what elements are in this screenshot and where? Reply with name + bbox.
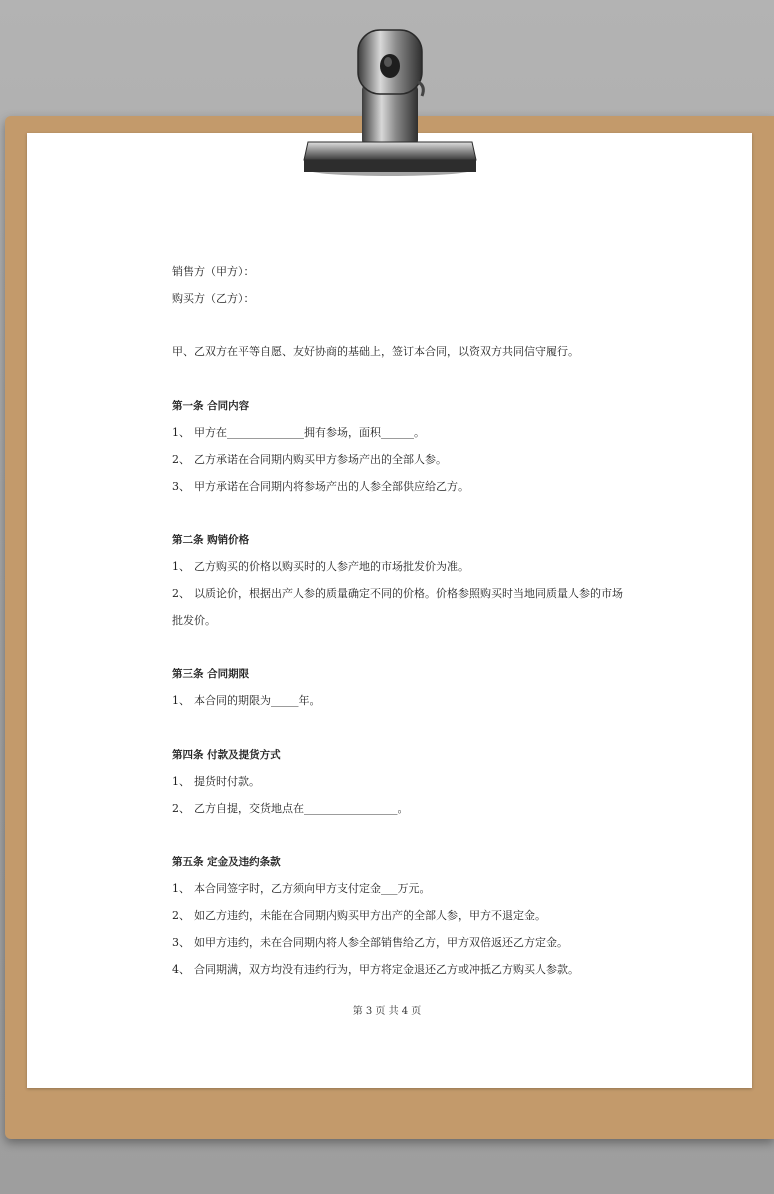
list-item	[172, 802, 409, 816]
item-number: 4、	[172, 963, 190, 976]
item-text: 如甲方违约，未在合同期内将人参全部销售给乙方，甲方双倍返还乙方定金。	[194, 936, 568, 949]
section-heading: 第一条 合同内容	[172, 400, 250, 412]
list-item	[172, 775, 260, 789]
item-text: 提货时付款。	[194, 775, 260, 788]
list-item	[172, 587, 623, 601]
item-number: 3、	[172, 936, 190, 949]
list-item	[172, 963, 579, 977]
list-item	[172, 426, 425, 440]
item-number: 2、	[172, 802, 190, 815]
item-number: 1、	[172, 775, 190, 788]
section-heading: 第五条 定金及违约条款	[172, 856, 281, 868]
list-item	[172, 453, 447, 467]
item-text: 本合同签字时，乙方须向甲方支付定金___万元。	[194, 882, 431, 895]
item-text: 甲方在______________拥有参场，面积______。	[194, 426, 425, 439]
item-text: 甲方承诺在合同期内将参场产出的人参全部供应给乙方。	[194, 480, 469, 493]
item-text: 以质论价，根据出产人参的质量确定不同的价格。价格参照购买时当地同质量人参的市场	[194, 587, 623, 600]
item-text: 乙方购买的价格以购买时的人参产地的市场批发价为准。	[194, 560, 469, 573]
preamble: 甲、乙双方在平等自愿、友好协商的基础上，签订本合同，以资双方共同信守履行。	[172, 345, 579, 358]
list-item	[172, 694, 321, 708]
list-item	[172, 560, 469, 574]
item-continuation: 批发价。	[172, 614, 216, 627]
section-heading: 第三条 合同期限	[172, 668, 250, 680]
section-heading: 第二条 购销价格	[172, 534, 250, 546]
binder-clip-icon	[300, 22, 480, 182]
item-number: 1、	[172, 560, 190, 573]
item-number: 2、	[172, 453, 190, 466]
buyer-line: 购买方（乙方）：	[172, 292, 255, 305]
list-item	[172, 480, 469, 494]
item-text: 如乙方违约，未能在合同期内购买甲方出产的全部人参，甲方不退定金。	[194, 909, 546, 922]
item-text: 本合同的期限为_____年。	[194, 694, 321, 707]
item-text: 乙方自提，交货地点在_________________。	[194, 802, 409, 815]
item-number: 2、	[172, 587, 190, 600]
item-text: 合同期满，双方均没有违约行为，甲方将定金退还乙方或冲抵乙方购买人参款。	[194, 963, 579, 976]
list-item	[172, 936, 568, 950]
item-text: 乙方承诺在合同期内购买甲方参场产出的全部人参。	[194, 453, 447, 466]
section-heading: 第四条 付款及提货方式	[172, 749, 281, 761]
seller-line: 销售方（甲方）：	[172, 265, 255, 278]
page-number: 第 3 页 共 4 页	[352, 1006, 422, 1017]
item-number: 1、	[172, 694, 190, 707]
list-item	[172, 909, 546, 923]
item-number: 1、	[172, 882, 190, 895]
item-number: 2、	[172, 909, 190, 922]
item-number: 3、	[172, 480, 190, 493]
list-item	[172, 882, 431, 896]
item-number: 1、	[172, 426, 190, 439]
